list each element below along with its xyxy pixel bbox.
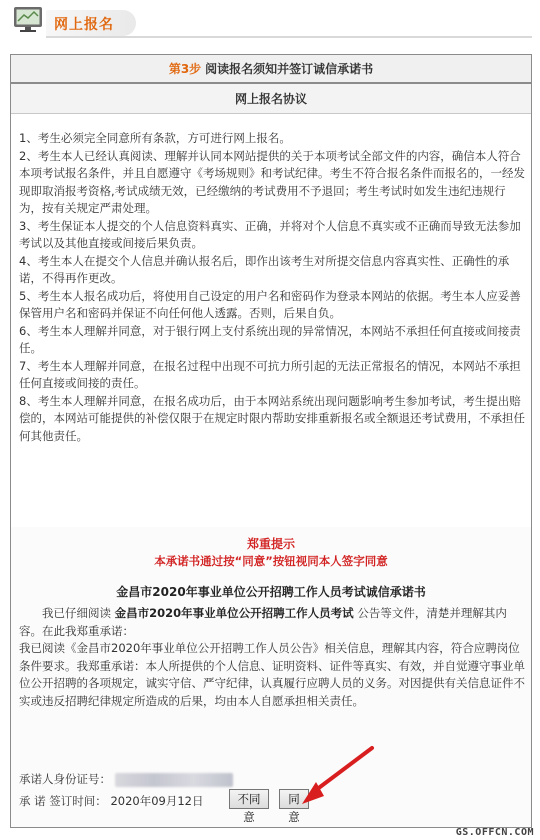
pledge-title: 金昌市2020年事业单位公开招聘工作人员考试诚信承诺书: [116, 585, 426, 599]
computer-monitor-icon: [12, 4, 46, 34]
agreement-item: 6、考生本人理解并同意，对于银行网上支付系统出现的异常情况，本网站不承担任何直接或间接责任。: [19, 323, 521, 355]
exam-name: 金昌市2020年事业单位公开招聘工作人员考试: [114, 606, 354, 620]
site-watermark: GS.OFFCN.COM: [455, 827, 534, 838]
agreement-item: 8、考生本人理解并同意，在报名成功后，由于本网站系统出现问题影响考生参加考试，考生提出赔偿的，本网站可能提供的补偿仅限于在规定时限内帮助安排重新报名或全额退还考试费用，不承担任何其他责任。: [19, 393, 525, 443]
pledge-paragraph-2: 我已阅读《金昌市2020年事业单位公开招聘工作人员公告》相关信息，理解其内容，符合应聘岗位条件要求。我郑重承诺：本人所提供的个人信息、证明资料、证件等真实、有效，并自觉遵守事业单位公开招聘的各项规定，诚实守信、严守纪律，认真履行应聘人员的义务。对因提供有关信息证件不实或违反招聘纪律规定所造成的后果，均由本人自愿承担相关责任。: [19, 641, 525, 708]
warning-title: 郑重提示: [246, 537, 295, 551]
agreement-item: 3、考生保证本人提交的个人信息资料真实、正确，并将对个人信息不真实或不正确而导致无法参加考试以及其他直接或间接后果负责。: [19, 218, 521, 250]
agreement-body: [19, 130, 525, 445]
id-number-row: [19, 771, 233, 787]
pledge-paragraph-1: [19, 605, 525, 640]
header-divider: [46, 36, 532, 38]
agreement-heading: 网上报名协议: [11, 84, 531, 114]
registration-panel: [10, 54, 532, 828]
agreement-item: 2、考生本人已经认真阅读、理解并认同本网站提供的关于本项考试全部文件的内容，确信本人符合本项考试报名条件，并且自愿遵守《考场规则》和考试纪律。考生不符合报名条件而报名的，一经发现即取消报考资格,考试成绩无效，已经缴纳的考试费用不予退回；考生考试时如发生违纪违规行为，按有关规定严肃处理。: [19, 148, 525, 215]
agreement-item: 4、考生本人在提交个人信息并确认报名后，即作出该考生对所提交信息内容真实性、正确性的承诺，不得再作更改。: [19, 253, 510, 285]
page-title: 网上报名: [54, 17, 114, 33]
agreement-box[interactable]: [11, 83, 531, 523]
agreement-item: 1、考生必须完全同意所有条款，方可进行网上报名。: [19, 131, 291, 145]
agreement-item: 7、考生本人理解并同意，在报名过程中出现不可抗力所引起的无法正常报名的情况，本网站不承担任何直接或间接的责任。: [19, 358, 521, 390]
id-number-label: 承诺人身份证号：: [19, 772, 111, 786]
step-bar: [11, 55, 531, 83]
sign-date-label: 承 诺 签订时间：: [19, 794, 107, 808]
pledge-section: [11, 527, 531, 827]
page-header: [0, 0, 540, 44]
warning-subtitle: 本承诺书通过按“同意”按钮视同本人签字同意: [154, 554, 388, 568]
pledge-para1-suffix: 公告等文件，清楚并理解其内容。在此我郑重承诺：: [19, 606, 507, 638]
pledge-body: [19, 605, 525, 710]
agree-button[interactable]: 同意: [279, 789, 309, 809]
pledge-para1-prefix: 我已仔细阅读: [42, 606, 115, 620]
step-number: 第3步: [168, 62, 202, 76]
disagree-button[interactable]: 不同意: [229, 789, 269, 809]
id-number-value-redacted: [115, 773, 233, 787]
sign-date-value: 2020年09月12日: [110, 794, 204, 808]
agreement-item: 5、考生本人报名成功后，将使用自己设定的用户名和密码作为登录本网站的依据。考生本人应妥善保管用户名和密码并保证不向任何他人透露。否则，后果自负。: [19, 288, 521, 320]
step-text: 阅读报名须知并签订诚信承诺书: [205, 62, 374, 76]
sign-date-row: [19, 793, 204, 809]
